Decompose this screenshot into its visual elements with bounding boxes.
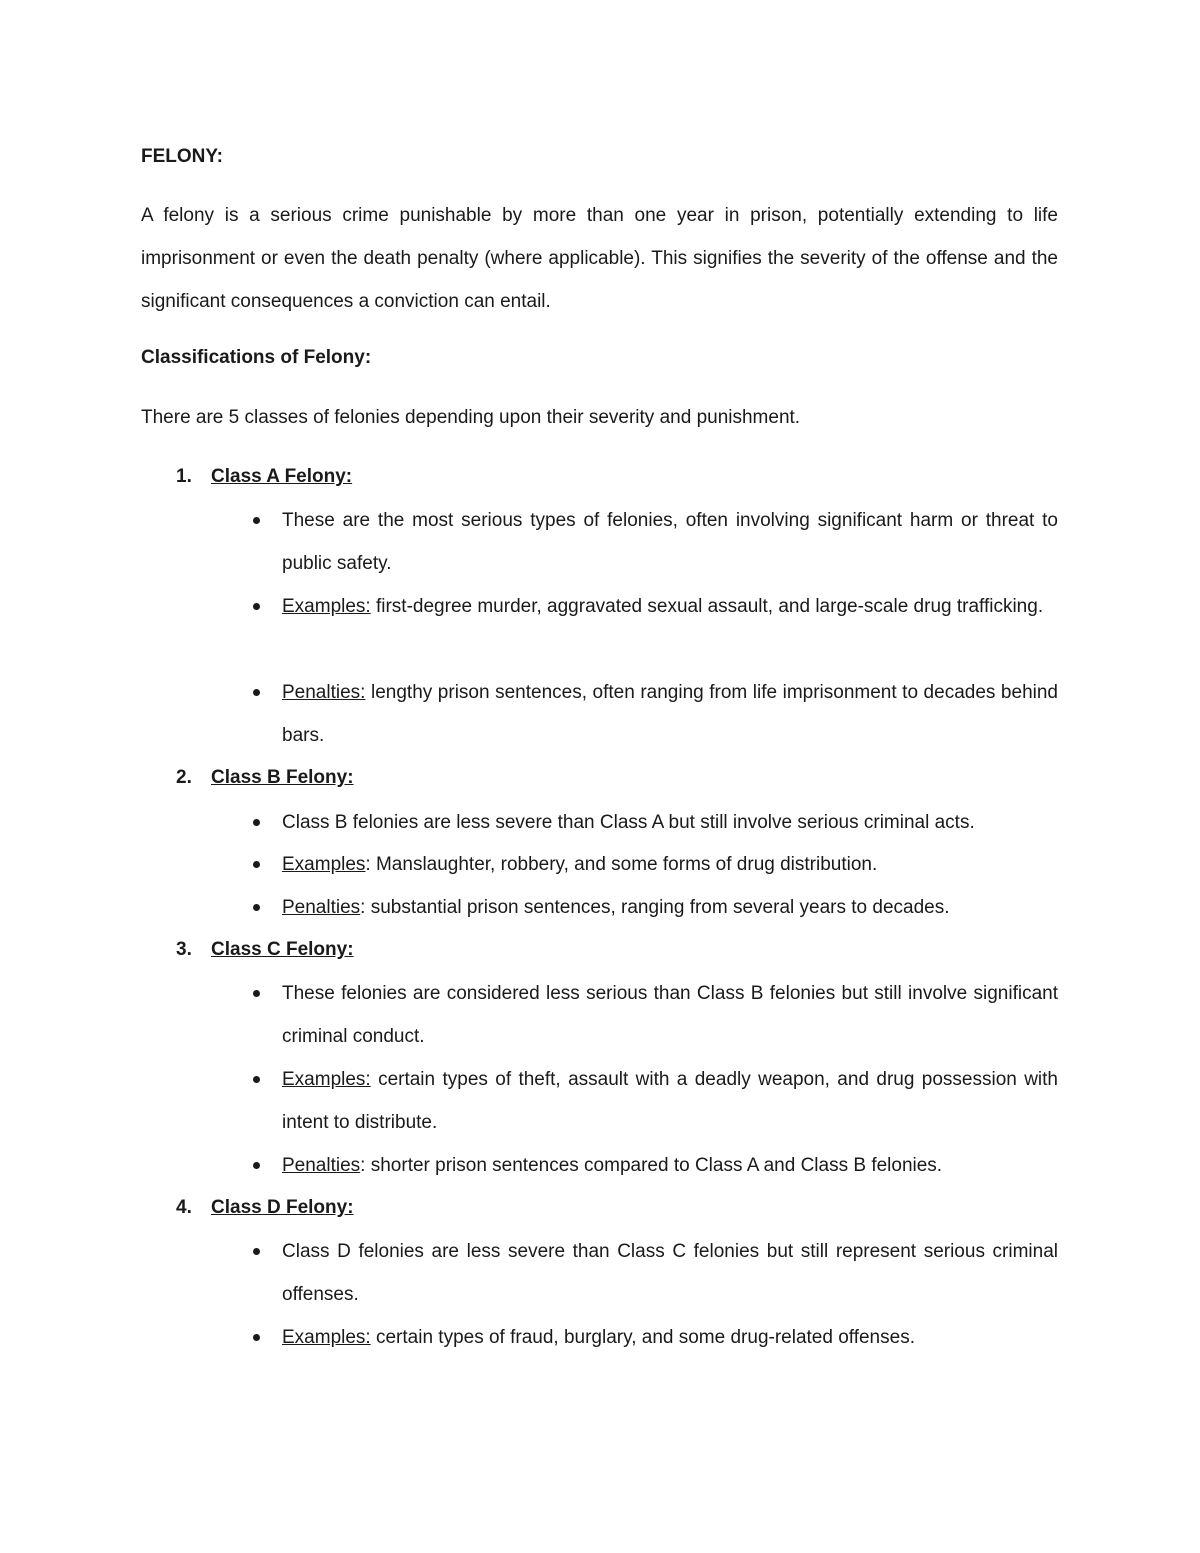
examples-label: Examples: (282, 596, 371, 617)
bullet-text: These felonies are considered less serious than Class B felonies but still involve significant criminal conduct. (282, 983, 1058, 1047)
bullet-text: : shorter prison sentences compared to Class A and Class B felonies. (360, 1155, 943, 1176)
bullet-icon (253, 819, 260, 826)
bullet-text: : Manslaughter, robbery, and some forms of drug distribution. (365, 854, 878, 875)
class-c-title: Class C Felony: (211, 939, 354, 960)
examples-label: Examples (282, 854, 366, 875)
bullet-text: certain types of fraud, burglary, and some drug-related offenses. (370, 1327, 915, 1348)
classifications-heading: Classifications of Felony: (141, 347, 372, 368)
bullet-icon (253, 1334, 260, 1341)
class-a-title: Class A Felony: (211, 466, 353, 487)
bullet-icon (253, 603, 260, 610)
classes-intro: There are 5 classes of felonies depending upon their severity and punishment. (141, 407, 801, 428)
intro-paragraph: A felony is a serious crime punishable by more than one year in prison, potentially extending to life imprisonment or even the death penalty (where applicable). This signifies the severity of the offense and the significant consequences a conviction can entail. (141, 205, 1058, 312)
bullet-icon (253, 1248, 260, 1255)
document-title: FELONY: (141, 146, 223, 167)
bullet-icon (253, 517, 260, 524)
bullet-text: certain types of theft, assault with a deadly weapon, and drug possession with intent to distribute. (282, 1069, 1058, 1133)
bullet-icon (253, 861, 260, 868)
class-c-bullet-description (282, 972, 1058, 1058)
bullet-icon (253, 904, 260, 911)
class-b-bullet-penalties (282, 886, 1058, 929)
bullet-text: These are the most serious types of felonies, often involving significant harm or threat to public safety. (282, 510, 1058, 574)
class-d-bullet-examples (282, 1316, 1058, 1359)
penalties-label: Penalties (282, 1155, 361, 1176)
class-a-bullet-penalties (282, 671, 1058, 757)
class-b-bullet-examples (282, 843, 1058, 886)
bullet-text: first-degree murder, aggravated sexual assault, and large-scale drug trafficking. (370, 596, 1044, 617)
class-b-bullet-description (282, 801, 1058, 844)
document-page (141, 0, 1058, 1553)
bullet-icon (253, 990, 260, 997)
class-b-title: Class B Felony: (211, 767, 354, 788)
bullet-text: : substantial prison sentences, ranging from several years to decades. (360, 897, 950, 918)
class-c-number: 3. (176, 939, 192, 960)
examples-label: Examples: (282, 1069, 371, 1090)
bullet-icon (253, 1162, 260, 1169)
penalties-label: Penalties (282, 897, 361, 918)
class-c-bullet-examples (282, 1058, 1058, 1144)
class-a-number: 1. (176, 466, 192, 487)
bullet-text: Class B felonies are less severe than Class A but still involve serious criminal acts. (282, 812, 975, 833)
class-d-bullet-description (282, 1230, 1058, 1316)
examples-label: Examples: (282, 1327, 371, 1348)
class-a-bullet-description (282, 499, 1058, 585)
class-d-number: 4. (176, 1197, 192, 1218)
class-d-title: Class D Felony: (211, 1197, 354, 1218)
bullet-icon (253, 689, 260, 696)
bullet-text: Class D felonies are less severe than Class C felonies but still represent serious criminal offenses. (282, 1241, 1058, 1305)
bullet-icon (253, 1076, 260, 1083)
class-a-bullet-examples (282, 585, 1058, 628)
class-c-bullet-penalties (282, 1144, 1058, 1187)
penalties-label: Penalties: (282, 682, 366, 703)
bullet-text: lengthy prison sentences, often ranging from life imprisonment to decades behind bars. (282, 682, 1058, 746)
class-b-number: 2. (176, 767, 192, 788)
